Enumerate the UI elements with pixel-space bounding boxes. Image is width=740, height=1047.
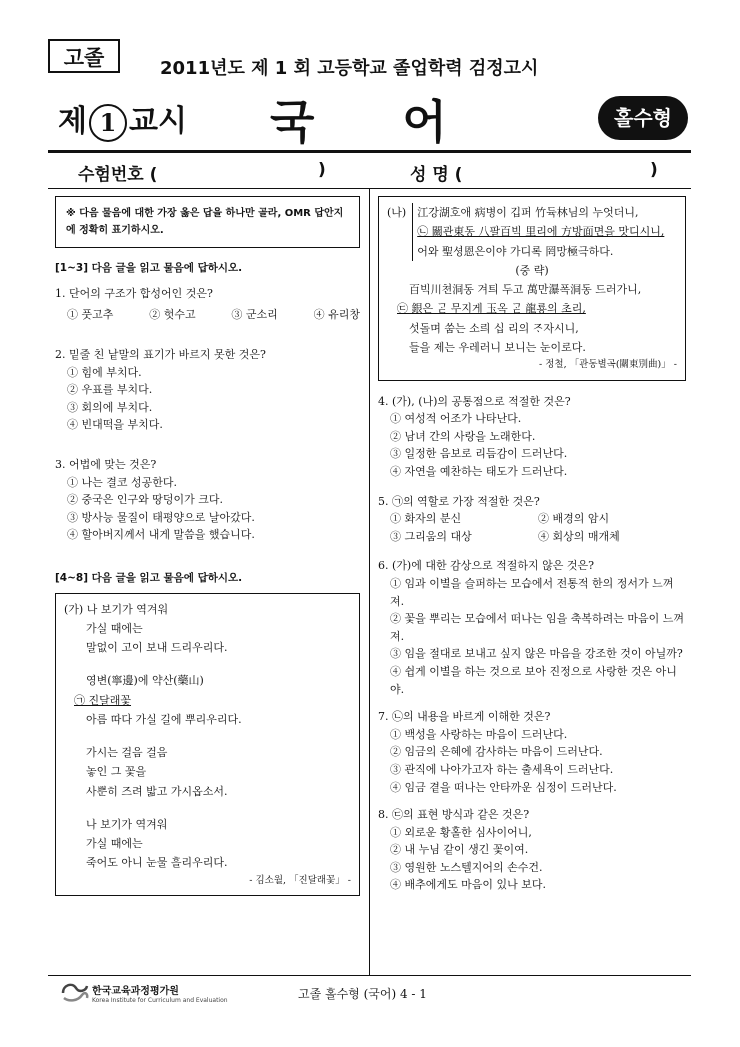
option: ② 헛수고 <box>149 308 196 322</box>
question-stem: 3. 어법에 맞는 것은? <box>55 457 157 471</box>
poem-line: 말없이 고이 보내 드리우리다. <box>86 641 228 655</box>
poem-line-marked: ㉢ 銀은 ᄀᆞᆮ 무지게 玉옥 ᄀᆞᆮ 龍룡의 초리, <box>397 302 586 316</box>
option: ④ 쉽게 이별을 하는 것으로 보아 진정으로 사랑한 것은 아니야. <box>390 664 677 696</box>
question-stem: 8. ㉢의 표현 방식과 같은 것은? <box>378 808 530 822</box>
poem-line: 들을 제는 우레러니 보니는 눈이로다. <box>409 340 586 354</box>
column-divider <box>369 189 370 975</box>
option: ③ 영원한 노스텔지어의 손수건. <box>390 860 543 874</box>
option: ④ 배추에게도 마음이 있나 보다. <box>390 878 546 892</box>
omission-mark: (중 략) <box>515 263 549 277</box>
option: ① 임과 이별을 슬퍼하는 모습에서 전통적 한의 정서가 느껴져. <box>390 576 674 608</box>
exam-title: 2011년도 제 1 회 고등학교 졸업학력 검정고시 <box>160 58 539 79</box>
option: ② 꽃을 뿌리는 모습에서 떠나는 임을 축복하려는 마음이 느껴져. <box>390 612 684 643</box>
option: ④ 자연을 예찬하는 태도가 드러난다. <box>390 465 568 478</box>
option: ① 힘에 부치다. <box>67 365 142 379</box>
passage-source: - 정철, 「관동별곡(關東別曲)」 - <box>539 359 677 370</box>
poem-line: 죽어도 아니 눈물 흘리우리다. <box>86 856 228 870</box>
question-3 <box>55 456 360 544</box>
question-stem: 2. 밑줄 친 낱말의 표기가 바르지 못한 것은? <box>55 347 266 361</box>
org-name-ko: 한국교육과정평가원 <box>92 986 179 997</box>
footer-divider <box>48 975 691 976</box>
exam-number-label: 수험번호 ( <box>78 165 158 185</box>
option: ③ 방사능 물질이 태평양으로 날아갔다. <box>67 510 255 524</box>
question-stem: 7. ㉡의 내용을 바르게 이해한 것은? <box>378 710 551 724</box>
option: ① 나는 결코 성공한다. <box>67 475 177 489</box>
option: ③ 일정한 음보로 리듬감이 드러난다. <box>390 447 568 461</box>
question-2 <box>55 346 360 434</box>
poem-line: 百빅川쳔洞동 겨틔 두고 萬만瀑폭洞동 드러가니, <box>409 283 642 296</box>
poem-line: 사뿐히 즈려 밟고 가시옵소서. <box>86 784 228 798</box>
exam-number-close: ) <box>318 160 326 180</box>
option: ③ 군소리 <box>231 308 278 322</box>
option: ② 임금의 은혜에 감사하는 마음이 드러난다. <box>390 745 603 759</box>
question-stem: 5. ㉠의 역할로 가장 적절한 것은? <box>378 494 540 508</box>
header-divider <box>48 150 691 153</box>
poem-line: 아름 따다 가실 길에 뿌리우리다. <box>86 712 242 726</box>
poem-line: 나 보기가 역겨워 <box>86 817 168 831</box>
left-column <box>55 196 360 896</box>
poem-line: 가실 때에는 <box>86 837 143 851</box>
option: ④ 할아버지께서 내게 말씀을 했습니다. <box>67 528 255 542</box>
group-instruction-1: [1~3] 다음 글을 읽고 물음에 답하시오. <box>55 262 243 274</box>
option: ④ 회상의 매개체 <box>538 529 620 543</box>
instructions-box: ※ 다음 물음에 대한 가장 옳은 답을 하나만 골라, OMR 답안지에 정확히 표기하시오. <box>55 196 360 248</box>
period-label <box>58 96 187 142</box>
passage-source: - 김소월, 「진달래꽃」 - <box>249 874 351 886</box>
option: ④ 빈대떡을 부치다. <box>67 418 163 432</box>
name-label: 성 명 ( <box>410 165 463 185</box>
exam-type-badge: 홀수형 <box>598 96 688 140</box>
page-footer: 고졸 홀수형 (국어) 4 - 1 <box>298 987 427 1001</box>
poem-line: 어와 聖셩恩은이야 가디록 罔망極극하다. <box>417 244 614 258</box>
poem-line: 가시는 걸음 걸음 <box>86 746 168 760</box>
question-8 <box>378 806 686 894</box>
question-1 <box>55 285 360 324</box>
option: ① 외로운 황홀한 심사이어니, <box>390 825 532 839</box>
name-close: ) <box>650 160 658 180</box>
option: ③ 임을 절대로 보내고 싶지 않은 마음을 강조한 것이 아닐까? <box>390 647 683 661</box>
poem-line: 가실 때에는 <box>86 621 143 635</box>
option: ② 우표를 부치다. <box>67 383 153 397</box>
poem-line-marked: ㉠ 진달래꽃 <box>74 693 132 707</box>
passage-ga <box>55 593 360 897</box>
org-name <box>92 982 228 1004</box>
passage-na <box>378 196 686 381</box>
option: ④ 임금 곁을 떠나는 안타까운 심정이 드러난다. <box>390 780 617 794</box>
right-column <box>378 196 686 894</box>
option: ① 화자의 분신 <box>390 512 462 526</box>
poem-line: 섯돌며 쑴는 소릐 십 리의 ᄌᆞ자시니, <box>409 321 579 335</box>
poem-line-marked: ㉡ 關관東동 八팔百빅 里리에 方방面면을 맛디시니, <box>417 225 665 239</box>
option: ③ 그리움의 대상 <box>390 529 472 543</box>
option: ③ 회의에 부치다. <box>67 400 153 414</box>
question-4 <box>378 393 686 481</box>
option: ② 내 누님 같이 생긴 꽃이여. <box>390 843 529 857</box>
passage-label: (나) <box>387 206 407 219</box>
option: ② 남녀 간의 사랑을 노래한다. <box>390 429 536 443</box>
question-6 <box>378 557 686 698</box>
question-stem: 1. 단어의 구조가 합성어인 것은? <box>55 286 213 300</box>
subject-title: 국어 <box>270 95 535 149</box>
passage-label: (가) 나 보기가 역겨워 <box>64 602 169 616</box>
question-5 <box>378 493 686 546</box>
period-suffix: 교시 <box>128 104 187 139</box>
option: ② 배경의 암시 <box>538 512 610 526</box>
org-name-en: Korea Institute for Curriculum and Evaluation <box>92 997 228 1004</box>
option: ② 중국은 인구와 땅덩이가 크다. <box>67 493 223 507</box>
question-stem: 4. (가), (나)의 공통점으로 적절한 것은? <box>378 394 571 408</box>
option: ① 풋고추 <box>67 308 114 322</box>
bracketed-verse <box>412 203 664 261</box>
exam-level-badge: 고졸 <box>48 39 120 73</box>
option: ① 백성을 사랑하는 마음이 드러난다. <box>390 727 568 741</box>
group-instruction-2: [4~8] 다음 글을 읽고 물음에 답하시오. <box>55 571 243 584</box>
option: ① 여성적 어조가 나타난다. <box>390 412 522 426</box>
period-number: 1 <box>89 104 127 142</box>
option: ④ 유리창 <box>313 308 360 322</box>
poem-line: 江강湖호애 病병이 깁퍼 竹듁林님의 누엇더니, <box>417 206 639 219</box>
option: ③ 관직에 나아가고자 하는 출세욕이 드러난다. <box>390 762 614 776</box>
question-7 <box>378 708 686 796</box>
period-prefix: 제 <box>58 104 87 139</box>
question-stem: 6. (가)에 대한 감상으로 적절하지 않은 것은? <box>378 559 594 573</box>
kice-logo-icon <box>60 979 90 1007</box>
poem-line: 놓인 그 꽃을 <box>86 765 147 779</box>
poem-line: 영변(寧邊)에 약산(藥山) <box>86 674 204 688</box>
